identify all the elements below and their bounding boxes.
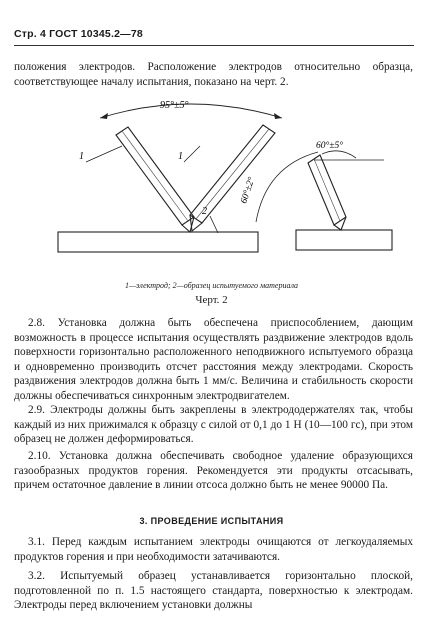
callout-1-left: 1 (79, 151, 84, 162)
paragraph-2-8: 2.8. Установка должна быть обеспечена приспособлением, дающим возможность в процессе испытания осуществлять раздвижение электродов вдоль поверхности горизонтально расположенного неподвижного испытуемого образца и одновременно производить отсчет расстояния между электродами. Скорость раздвижения электродов должна быть 1 мм/с. Величина и стабильность скорости должны обеспечиваться синхронным электродвигателем. (14, 317, 413, 402)
angle-arc-95 (100, 104, 282, 118)
paragraph-3-2: 3.2. Испытуемый образец устанавливается горизонтально плоской, подготовленной по п. 1.5 настоящего стандарта, поверхностью к электродам. Электроды перед включением установки должны (14, 570, 413, 612)
page-header: Стр. 4 ГОСТ 10345.2—78 (14, 28, 143, 40)
header-divider (14, 45, 414, 46)
paragraph-2-9: 2.9. Электроды должны быть закреплены в электрододержателях так, чтобы каждый из них прижимался к образцу с силой от 0,1 до 1 Н (10—100 гс), при этом образец не должен деформироваться. (14, 404, 413, 446)
angle-label-60-2: 60°±2° (239, 176, 258, 205)
specimen-plate-left (58, 232, 258, 252)
figure-legend: 1—электрод; 2—образец испытуемого материала (124, 281, 299, 290)
paragraph-2-10: 2.10. Установка должна обеспечивать свободное удаление образующихся газообразных продуктов горения. Рекомендуется эти продукты отсасывать, причем остаточное давление в линии отсоса должно быть не менее 90000 Па. (14, 450, 413, 492)
figure-caption: Черт. 2 (195, 294, 228, 306)
figure-electrodes-diagram (40, 96, 400, 276)
callout-1-center: 1 (178, 151, 183, 162)
section-title: 3. ПРОВЕДЕНИЕ ИСПЫТАНИЯ (139, 516, 284, 526)
intro-paragraph: положения электродов. Расположение электродов относительно образца, соответствующее началу испытания, показано на черт. 2. (14, 61, 413, 88)
specimen-plate-right (296, 230, 392, 250)
callout-2: 2 (202, 206, 207, 217)
angle-label-95: 95°±5° (160, 100, 189, 111)
angle-label-60-5: 60°±5° (316, 141, 344, 151)
paragraph-3-1: 3.1. Перед каждым испытанием электроды очищаются от легкоудаляемых продуктов горения и при необходимости затачиваются. (14, 536, 413, 563)
